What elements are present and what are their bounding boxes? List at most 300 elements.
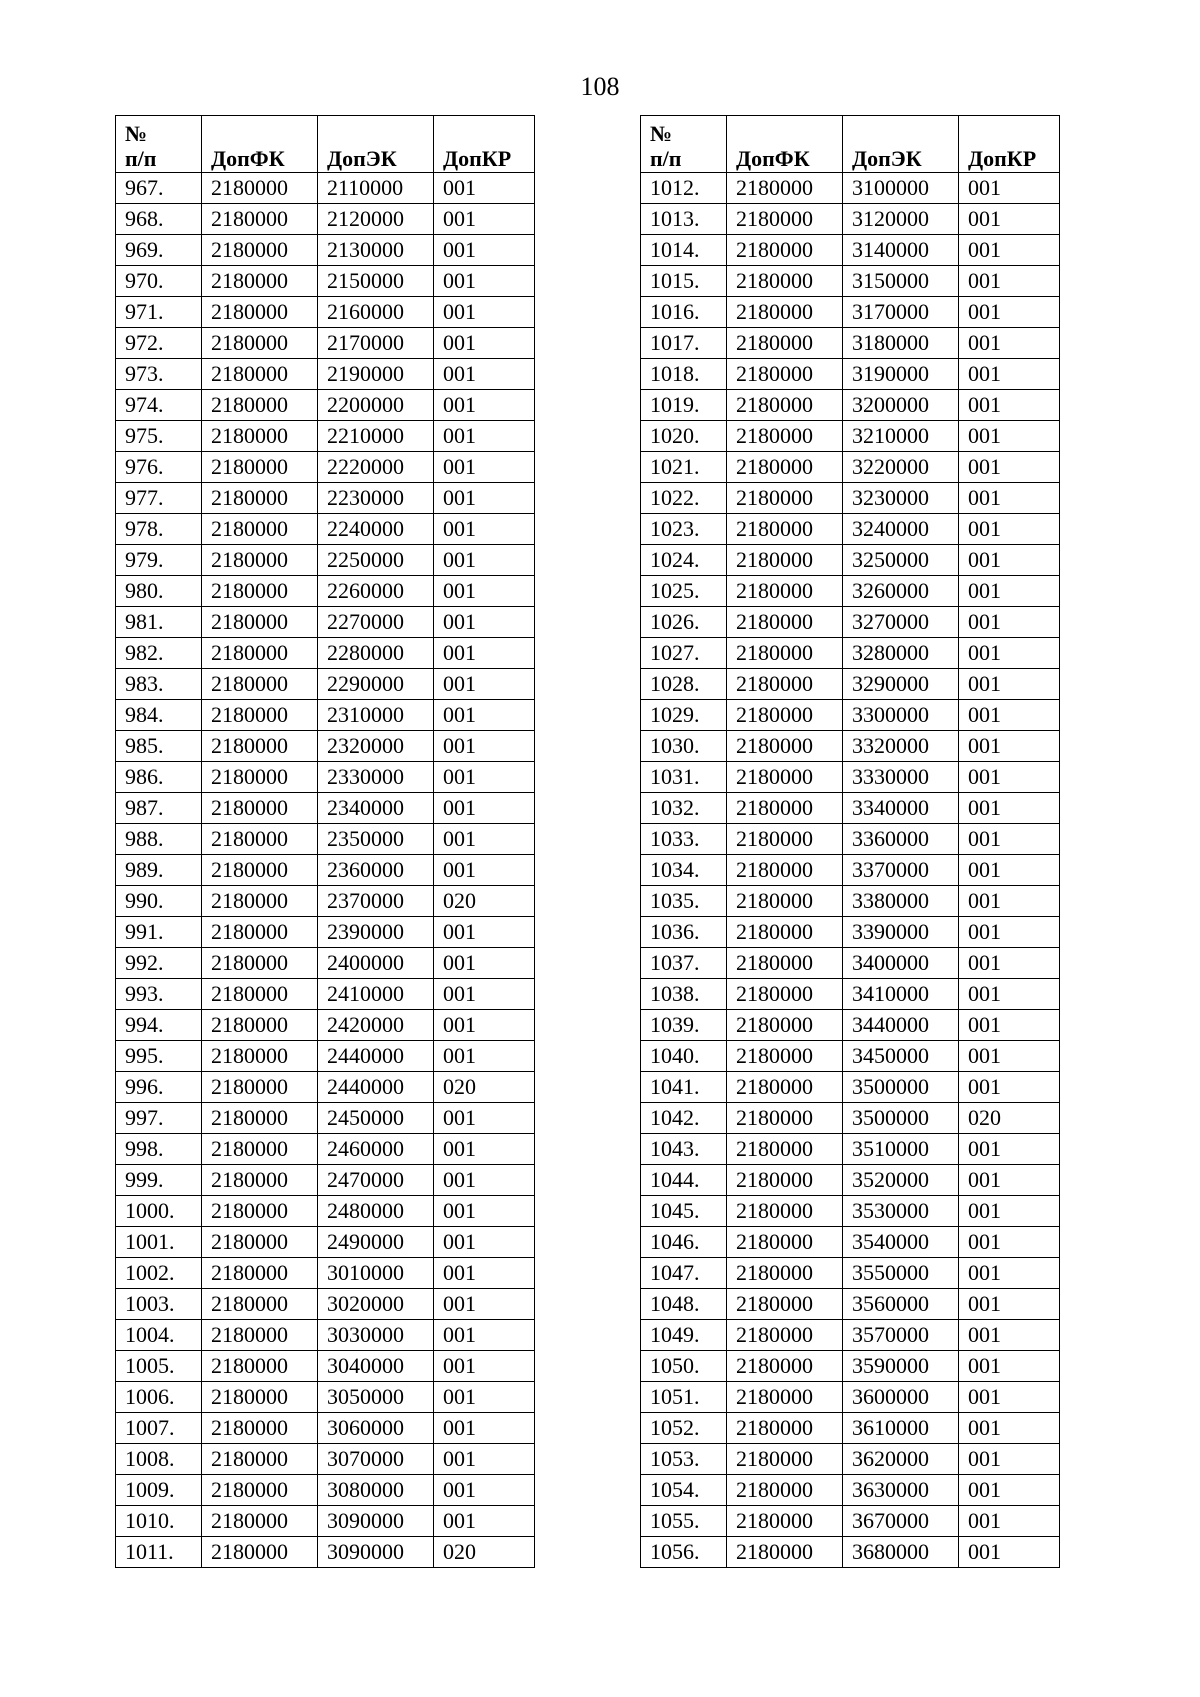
cell-dopkr: 001 bbox=[959, 886, 1060, 917]
cell-number: 1028. bbox=[641, 669, 727, 700]
cell-dopkr: 001 bbox=[959, 1072, 1060, 1103]
cell-dopek: 3630000 bbox=[843, 1475, 959, 1506]
cell-dopfk: 2180000 bbox=[727, 173, 843, 204]
cell-dopek: 3100000 bbox=[843, 173, 959, 204]
header-cell-dopfk: ДопФК bbox=[202, 116, 318, 173]
table-row bbox=[641, 359, 1060, 390]
cell-dopfk: 2180000 bbox=[202, 1289, 318, 1320]
cell-dopfk: 2180000 bbox=[727, 1072, 843, 1103]
cell-number: 1014. bbox=[641, 235, 727, 266]
cell-dopfk: 2180000 bbox=[727, 328, 843, 359]
cell-dopek: 2250000 bbox=[318, 545, 434, 576]
cell-dopfk: 2180000 bbox=[727, 1444, 843, 1475]
cell-dopek: 3410000 bbox=[843, 979, 959, 1010]
table-row bbox=[116, 607, 535, 638]
cell-dopek: 3300000 bbox=[843, 700, 959, 731]
cell-dopkr: 001 bbox=[434, 514, 535, 545]
cell-dopek: 2340000 bbox=[318, 793, 434, 824]
table-row bbox=[641, 1413, 1060, 1444]
cell-number: 1010. bbox=[116, 1506, 202, 1537]
cell-dopfk: 2180000 bbox=[727, 359, 843, 390]
cell-number: 968. bbox=[116, 204, 202, 235]
cell-number: 974. bbox=[116, 390, 202, 421]
table-row bbox=[641, 235, 1060, 266]
table-row bbox=[641, 638, 1060, 669]
cell-number: 1029. bbox=[641, 700, 727, 731]
cell-dopfk: 2180000 bbox=[727, 1010, 843, 1041]
table-row bbox=[116, 421, 535, 452]
table-row bbox=[641, 173, 1060, 204]
header-cell-dopfk: ДопФК bbox=[727, 116, 843, 173]
cell-dopek: 2480000 bbox=[318, 1196, 434, 1227]
cell-dopkr: 001 bbox=[434, 669, 535, 700]
cell-number: 1039. bbox=[641, 1010, 727, 1041]
cell-dopkr: 001 bbox=[959, 638, 1060, 669]
cell-dopfk: 2180000 bbox=[727, 204, 843, 235]
table-row bbox=[116, 1196, 535, 1227]
cell-dopkr: 001 bbox=[434, 359, 535, 390]
table-row bbox=[641, 1196, 1060, 1227]
cell-dopfk: 2180000 bbox=[202, 607, 318, 638]
cell-dopek: 3610000 bbox=[843, 1413, 959, 1444]
cell-dopkr: 001 bbox=[434, 452, 535, 483]
cell-dopek: 3140000 bbox=[843, 235, 959, 266]
table-row bbox=[641, 576, 1060, 607]
table-body bbox=[641, 173, 1060, 1568]
cell-dopkr: 001 bbox=[959, 1382, 1060, 1413]
table-row bbox=[641, 1537, 1060, 1568]
table-row bbox=[116, 1134, 535, 1165]
table-row bbox=[641, 1289, 1060, 1320]
cell-dopfk: 2180000 bbox=[202, 1196, 318, 1227]
cell-number: 1048. bbox=[641, 1289, 727, 1320]
table-row bbox=[116, 1072, 535, 1103]
cell-dopek: 2440000 bbox=[318, 1072, 434, 1103]
table-row bbox=[116, 1041, 535, 1072]
cell-dopfk: 2180000 bbox=[202, 1475, 318, 1506]
cell-dopkr: 001 bbox=[959, 762, 1060, 793]
cell-dopek: 2420000 bbox=[318, 1010, 434, 1041]
cell-number: 990. bbox=[116, 886, 202, 917]
cell-number: 1041. bbox=[641, 1072, 727, 1103]
table-row bbox=[116, 793, 535, 824]
cell-dopfk: 2180000 bbox=[727, 266, 843, 297]
table-row bbox=[116, 638, 535, 669]
table-row bbox=[116, 452, 535, 483]
table-row bbox=[116, 1103, 535, 1134]
cell-dopek: 2330000 bbox=[318, 762, 434, 793]
table-row bbox=[116, 483, 535, 514]
cell-dopek: 3090000 bbox=[318, 1506, 434, 1537]
table-row bbox=[116, 948, 535, 979]
cell-dopfk: 2180000 bbox=[727, 979, 843, 1010]
cell-number: 1018. bbox=[641, 359, 727, 390]
cell-dopfk: 2180000 bbox=[202, 1010, 318, 1041]
cell-number: 978. bbox=[116, 514, 202, 545]
cell-number: 997. bbox=[116, 1103, 202, 1134]
cell-number: 967. bbox=[116, 173, 202, 204]
cell-dopkr: 001 bbox=[434, 204, 535, 235]
cell-number: 1052. bbox=[641, 1413, 727, 1444]
cell-dopfk: 2180000 bbox=[202, 452, 318, 483]
cell-dopek: 2400000 bbox=[318, 948, 434, 979]
table-row bbox=[116, 669, 535, 700]
table-row bbox=[641, 762, 1060, 793]
cell-dopfk: 2180000 bbox=[202, 1072, 318, 1103]
cell-dopfk: 2180000 bbox=[727, 576, 843, 607]
cell-dopek: 2170000 bbox=[318, 328, 434, 359]
cell-dopfk: 2180000 bbox=[727, 793, 843, 824]
cell-number: 988. bbox=[116, 824, 202, 855]
cell-dopek: 2440000 bbox=[318, 1041, 434, 1072]
cell-dopfk: 2180000 bbox=[727, 1382, 843, 1413]
table-row bbox=[116, 824, 535, 855]
cell-dopfk: 2180000 bbox=[202, 948, 318, 979]
cell-dopkr: 001 bbox=[434, 855, 535, 886]
cell-dopek: 3050000 bbox=[318, 1382, 434, 1413]
cell-number: 1012. bbox=[641, 173, 727, 204]
cell-number: 1038. bbox=[641, 979, 727, 1010]
cell-dopkr: 001 bbox=[434, 948, 535, 979]
cell-dopfk: 2180000 bbox=[202, 1134, 318, 1165]
cell-dopfk: 2180000 bbox=[202, 1041, 318, 1072]
cell-dopek: 3680000 bbox=[843, 1537, 959, 1568]
table-header bbox=[116, 116, 535, 173]
cell-dopek: 3200000 bbox=[843, 390, 959, 421]
cell-dopkr: 020 bbox=[959, 1103, 1060, 1134]
cell-dopek: 2470000 bbox=[318, 1165, 434, 1196]
cell-dopek: 2490000 bbox=[318, 1227, 434, 1258]
table-row bbox=[641, 1165, 1060, 1196]
table-row bbox=[116, 204, 535, 235]
table-row bbox=[116, 1444, 535, 1475]
cell-number: 971. bbox=[116, 297, 202, 328]
cell-number: 1049. bbox=[641, 1320, 727, 1351]
cell-dopkr: 001 bbox=[959, 328, 1060, 359]
cell-dopek: 3240000 bbox=[843, 514, 959, 545]
table-row bbox=[641, 1444, 1060, 1475]
cell-number: 1006. bbox=[116, 1382, 202, 1413]
cell-dopek: 3080000 bbox=[318, 1475, 434, 1506]
cell-dopkr: 001 bbox=[959, 390, 1060, 421]
cell-dopkr: 001 bbox=[434, 1196, 535, 1227]
cell-dopek: 3250000 bbox=[843, 545, 959, 576]
cell-dopfk: 2180000 bbox=[727, 638, 843, 669]
cell-dopfk: 2180000 bbox=[727, 855, 843, 886]
table-row bbox=[116, 1382, 535, 1413]
cell-dopek: 3590000 bbox=[843, 1351, 959, 1382]
cell-number: 987. bbox=[116, 793, 202, 824]
cell-number: 992. bbox=[116, 948, 202, 979]
cell-dopfk: 2180000 bbox=[727, 1134, 843, 1165]
header-row bbox=[641, 116, 1060, 173]
cell-dopkr: 001 bbox=[959, 297, 1060, 328]
cell-dopek: 3570000 bbox=[843, 1320, 959, 1351]
cell-number: 972. bbox=[116, 328, 202, 359]
data-table-left bbox=[115, 115, 535, 1568]
cell-dopek: 2390000 bbox=[318, 917, 434, 948]
cell-dopfk: 2180000 bbox=[727, 1165, 843, 1196]
table-row bbox=[116, 514, 535, 545]
data-table-right bbox=[640, 115, 1060, 1568]
cell-dopfk: 2180000 bbox=[202, 886, 318, 917]
cell-dopkr: 001 bbox=[959, 1413, 1060, 1444]
cell-number: 994. bbox=[116, 1010, 202, 1041]
cell-dopfk: 2180000 bbox=[202, 731, 318, 762]
cell-number: 1002. bbox=[116, 1258, 202, 1289]
cell-number: 1021. bbox=[641, 452, 727, 483]
cell-dopek: 2190000 bbox=[318, 359, 434, 390]
cell-dopfk: 2180000 bbox=[202, 359, 318, 390]
cell-dopek: 3560000 bbox=[843, 1289, 959, 1320]
cell-number: 1034. bbox=[641, 855, 727, 886]
table-row bbox=[641, 1041, 1060, 1072]
cell-dopek: 2220000 bbox=[318, 452, 434, 483]
cell-number: 1030. bbox=[641, 731, 727, 762]
cell-dopkr: 001 bbox=[959, 483, 1060, 514]
cell-dopkr: 001 bbox=[959, 173, 1060, 204]
cell-dopek: 3220000 bbox=[843, 452, 959, 483]
cell-dopek: 3450000 bbox=[843, 1041, 959, 1072]
cell-dopfk: 2180000 bbox=[727, 948, 843, 979]
table-row bbox=[116, 390, 535, 421]
cell-number: 999. bbox=[116, 1165, 202, 1196]
cell-dopfk: 2180000 bbox=[202, 514, 318, 545]
cell-dopfk: 2180000 bbox=[727, 1351, 843, 1382]
table-body bbox=[116, 173, 535, 1568]
cell-dopek: 3340000 bbox=[843, 793, 959, 824]
table-row bbox=[641, 669, 1060, 700]
cell-dopfk: 2180000 bbox=[202, 1165, 318, 1196]
cell-dopek: 3190000 bbox=[843, 359, 959, 390]
cell-dopkr: 001 bbox=[959, 793, 1060, 824]
table-row bbox=[116, 1537, 535, 1568]
cell-number: 1009. bbox=[116, 1475, 202, 1506]
table-row bbox=[116, 979, 535, 1010]
cell-dopkr: 020 bbox=[434, 1072, 535, 1103]
cell-number: 1016. bbox=[641, 297, 727, 328]
cell-number: 1023. bbox=[641, 514, 727, 545]
cell-dopek: 3500000 bbox=[843, 1103, 959, 1134]
table-row bbox=[116, 297, 535, 328]
cell-dopkr: 001 bbox=[434, 762, 535, 793]
cell-dopkr: 001 bbox=[434, 979, 535, 1010]
cell-dopkr: 001 bbox=[434, 1289, 535, 1320]
cell-dopkr: 001 bbox=[959, 917, 1060, 948]
cell-number: 993. bbox=[116, 979, 202, 1010]
cell-dopkr: 001 bbox=[434, 266, 535, 297]
cell-number: 1007. bbox=[116, 1413, 202, 1444]
cell-dopfk: 2180000 bbox=[202, 266, 318, 297]
cell-number: 1046. bbox=[641, 1227, 727, 1258]
header-cell-number bbox=[116, 116, 202, 173]
table-row bbox=[116, 1320, 535, 1351]
cell-number: 991. bbox=[116, 917, 202, 948]
cell-dopfk: 2180000 bbox=[202, 1320, 318, 1351]
cell-dopfk: 2180000 bbox=[202, 390, 318, 421]
cell-dopkr: 001 bbox=[434, 607, 535, 638]
cell-dopek: 3540000 bbox=[843, 1227, 959, 1258]
table-row bbox=[116, 1413, 535, 1444]
cell-dopfk: 2180000 bbox=[727, 886, 843, 917]
cell-dopfk: 2180000 bbox=[202, 1351, 318, 1382]
cell-dopek: 3520000 bbox=[843, 1165, 959, 1196]
cell-dopek: 3060000 bbox=[318, 1413, 434, 1444]
cell-number: 1031. bbox=[641, 762, 727, 793]
cell-dopkr: 001 bbox=[959, 1196, 1060, 1227]
table-row bbox=[116, 235, 535, 266]
table-row bbox=[116, 1258, 535, 1289]
cell-dopkr: 001 bbox=[959, 359, 1060, 390]
table-row bbox=[641, 1134, 1060, 1165]
cell-number: 982. bbox=[116, 638, 202, 669]
header-cell-dopek: ДопЭК bbox=[843, 116, 959, 173]
cell-dopfk: 2180000 bbox=[727, 1537, 843, 1568]
table-row bbox=[116, 1010, 535, 1041]
cell-dopfk: 2180000 bbox=[202, 421, 318, 452]
cell-dopkr: 001 bbox=[434, 638, 535, 669]
cell-number: 995. bbox=[116, 1041, 202, 1072]
cell-dopfk: 2180000 bbox=[202, 824, 318, 855]
table-row bbox=[641, 1258, 1060, 1289]
header-number-sign: № bbox=[650, 121, 673, 146]
table-row bbox=[116, 328, 535, 359]
cell-dopkr: 001 bbox=[959, 1475, 1060, 1506]
cell-dopfk: 2180000 bbox=[202, 235, 318, 266]
cell-dopkr: 001 bbox=[959, 1227, 1060, 1258]
cell-number: 1004. bbox=[116, 1320, 202, 1351]
table-row bbox=[116, 1475, 535, 1506]
cell-dopkr: 001 bbox=[434, 1134, 535, 1165]
cell-dopkr: 001 bbox=[959, 266, 1060, 297]
cell-dopkr: 001 bbox=[434, 576, 535, 607]
cell-dopfk: 2180000 bbox=[727, 483, 843, 514]
cell-dopek: 2320000 bbox=[318, 731, 434, 762]
cell-number: 979. bbox=[116, 545, 202, 576]
cell-number: 1026. bbox=[641, 607, 727, 638]
cell-dopkr: 001 bbox=[959, 1537, 1060, 1568]
cell-dopkr: 001 bbox=[434, 700, 535, 731]
table-row bbox=[116, 731, 535, 762]
cell-dopfk: 2180000 bbox=[202, 700, 318, 731]
cell-number: 980. bbox=[116, 576, 202, 607]
cell-dopfk: 2180000 bbox=[727, 1289, 843, 1320]
cell-dopek: 2450000 bbox=[318, 1103, 434, 1134]
cell-dopek: 3620000 bbox=[843, 1444, 959, 1475]
cell-dopfk: 2180000 bbox=[727, 762, 843, 793]
cell-dopkr: 001 bbox=[959, 1351, 1060, 1382]
cell-dopkr: 001 bbox=[959, 824, 1060, 855]
table-header bbox=[641, 116, 1060, 173]
cell-number: 975. bbox=[116, 421, 202, 452]
table-row bbox=[116, 886, 535, 917]
cell-dopkr: 001 bbox=[959, 1506, 1060, 1537]
cell-dopkr: 001 bbox=[434, 824, 535, 855]
cell-number: 1036. bbox=[641, 917, 727, 948]
cell-dopfk: 2180000 bbox=[727, 1196, 843, 1227]
table-row bbox=[116, 545, 535, 576]
cell-number: 1025. bbox=[641, 576, 727, 607]
cell-number: 989. bbox=[116, 855, 202, 886]
table-row bbox=[116, 1351, 535, 1382]
cell-dopkr: 001 bbox=[434, 731, 535, 762]
cell-dopfk: 2180000 bbox=[727, 390, 843, 421]
cell-number: 1032. bbox=[641, 793, 727, 824]
header-cell-number bbox=[641, 116, 727, 173]
cell-dopfk: 2180000 bbox=[202, 669, 318, 700]
cell-dopkr: 001 bbox=[959, 607, 1060, 638]
cell-dopkr: 001 bbox=[434, 1103, 535, 1134]
cell-number: 1040. bbox=[641, 1041, 727, 1072]
cell-dopkr: 001 bbox=[434, 1227, 535, 1258]
cell-dopek: 3120000 bbox=[843, 204, 959, 235]
table-row bbox=[116, 1506, 535, 1537]
cell-dopkr: 001 bbox=[959, 1165, 1060, 1196]
cell-dopfk: 2180000 bbox=[727, 1506, 843, 1537]
cell-dopkr: 001 bbox=[434, 1382, 535, 1413]
table-row bbox=[641, 731, 1060, 762]
cell-dopek: 2110000 bbox=[318, 173, 434, 204]
cell-number: 1037. bbox=[641, 948, 727, 979]
table-row bbox=[641, 1475, 1060, 1506]
cell-dopek: 3290000 bbox=[843, 669, 959, 700]
table-row bbox=[641, 297, 1060, 328]
cell-dopek: 2290000 bbox=[318, 669, 434, 700]
cell-dopkr: 001 bbox=[434, 1506, 535, 1537]
cell-dopek: 3380000 bbox=[843, 886, 959, 917]
cell-dopkr: 001 bbox=[434, 1165, 535, 1196]
page-number: 108 bbox=[580, 72, 620, 101]
cell-dopfk: 2180000 bbox=[727, 1227, 843, 1258]
cell-number: 1047. bbox=[641, 1258, 727, 1289]
cell-dopek: 3070000 bbox=[318, 1444, 434, 1475]
table-row bbox=[641, 1351, 1060, 1382]
cell-dopfk: 2180000 bbox=[727, 700, 843, 731]
cell-dopkr: 001 bbox=[959, 700, 1060, 731]
cell-dopfk: 2180000 bbox=[202, 855, 318, 886]
cell-dopek: 3320000 bbox=[843, 731, 959, 762]
cell-dopek: 3440000 bbox=[843, 1010, 959, 1041]
cell-number: 998. bbox=[116, 1134, 202, 1165]
cell-dopek: 2150000 bbox=[318, 266, 434, 297]
table-row bbox=[116, 359, 535, 390]
cell-number: 1017. bbox=[641, 328, 727, 359]
cell-dopfk: 2180000 bbox=[202, 1506, 318, 1537]
cell-dopek: 3030000 bbox=[318, 1320, 434, 1351]
cell-number: 1051. bbox=[641, 1382, 727, 1413]
cell-dopkr: 020 bbox=[434, 1537, 535, 1568]
table-row bbox=[641, 1506, 1060, 1537]
cell-dopek: 2370000 bbox=[318, 886, 434, 917]
cell-dopek: 2410000 bbox=[318, 979, 434, 1010]
cell-dopkr: 001 bbox=[434, 1475, 535, 1506]
cell-dopek: 2270000 bbox=[318, 607, 434, 638]
table-row bbox=[641, 452, 1060, 483]
cell-dopkr: 001 bbox=[434, 235, 535, 266]
cell-dopfk: 2180000 bbox=[727, 731, 843, 762]
cell-number: 981. bbox=[116, 607, 202, 638]
cell-dopfk: 2180000 bbox=[202, 1227, 318, 1258]
cell-dopek: 2240000 bbox=[318, 514, 434, 545]
cell-dopkr: 001 bbox=[434, 390, 535, 421]
header-number-abbr: п/п bbox=[650, 146, 682, 171]
cell-dopek: 3040000 bbox=[318, 1351, 434, 1382]
cell-dopfk: 2180000 bbox=[202, 979, 318, 1010]
cell-dopek: 3020000 bbox=[318, 1289, 434, 1320]
cell-dopkr: 001 bbox=[434, 917, 535, 948]
cell-dopkr: 001 bbox=[434, 1413, 535, 1444]
cell-dopkr: 001 bbox=[434, 545, 535, 576]
